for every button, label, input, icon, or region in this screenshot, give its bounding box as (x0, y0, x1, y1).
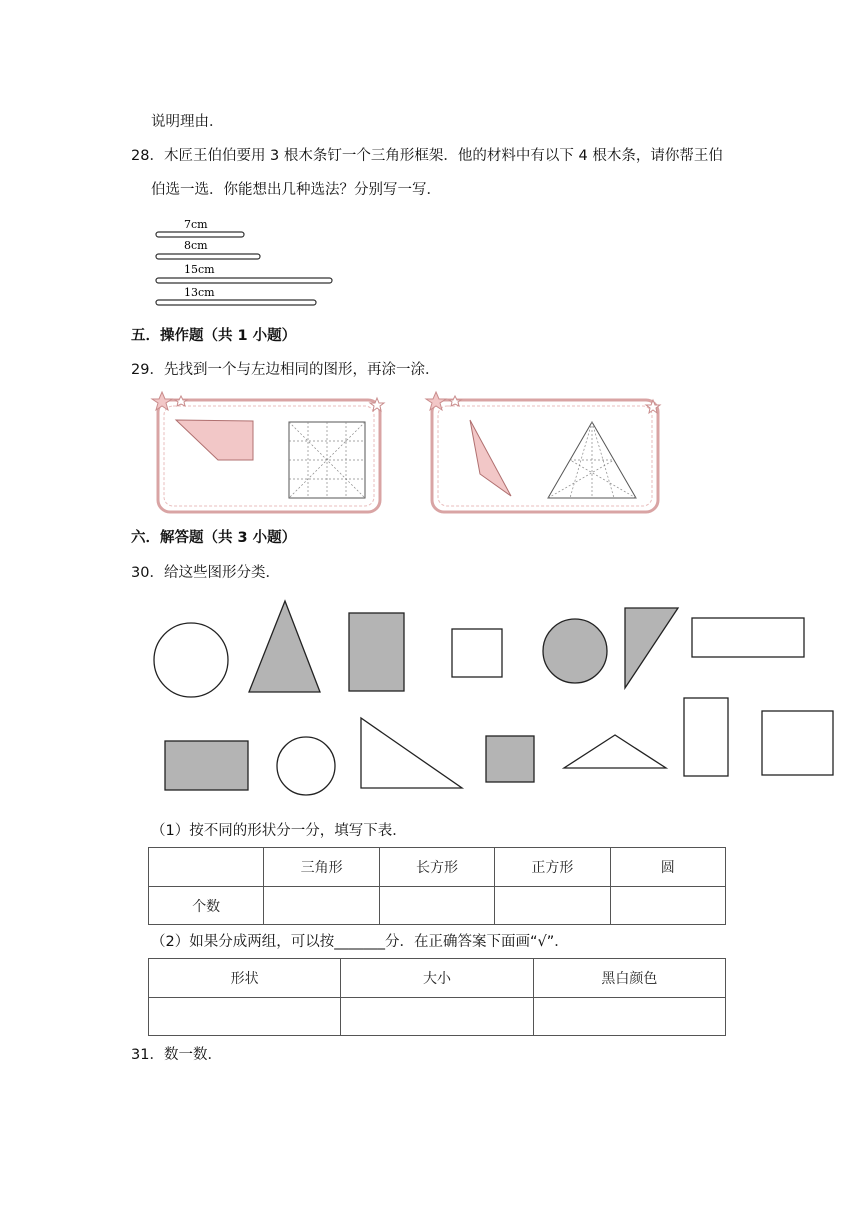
table-header-cell: 正方形 (495, 848, 610, 887)
section5-heading: 五．操作题（共 1 小题） (131, 328, 297, 344)
table-header-cell (149, 848, 264, 887)
answer-cell[interactable] (495, 887, 610, 925)
table-row (149, 959, 726, 998)
gray-rectangle-wide (165, 741, 248, 790)
white-rectangle-tall (684, 698, 728, 776)
answer-cell[interactable] (149, 998, 341, 1036)
answer-cell[interactable] (264, 887, 379, 925)
stick-label-7cm: 7cm (184, 218, 208, 231)
answer-cell[interactable] (341, 998, 533, 1036)
table-header-cell: 形状 (149, 959, 341, 998)
q30-part1-text: （1）按不同的形状分一分，填写下表． (151, 823, 407, 839)
answer-cell[interactable] (379, 887, 494, 925)
q30-text: 30．给这些图形分类． (131, 565, 280, 581)
stick-7cm (156, 218, 244, 237)
gray-square (486, 736, 534, 782)
q30-part2-text: （2）如果分成两组，可以按_______分．在正确答案下面画“√”． (151, 934, 569, 950)
table-header-cell: 长方形 (379, 848, 494, 887)
stick-13cm (156, 286, 316, 305)
stick-label-13cm: 13cm (184, 286, 215, 299)
table-header-cell: 圆 (610, 848, 725, 887)
table-row (149, 998, 726, 1036)
table-header-cell: 黑白颜色 (533, 959, 725, 998)
answer-cell[interactable] (610, 887, 725, 925)
stick-15cm (156, 263, 332, 283)
gray-circle (543, 619, 607, 683)
row-label-cell: 个数 (149, 887, 264, 925)
table-header-cell: 三角形 (264, 848, 379, 887)
white-flat-triangle (564, 735, 666, 768)
shape-count-table (148, 847, 726, 925)
shapes-figure (140, 592, 840, 807)
table-row (149, 887, 726, 925)
gray-right-triangle (625, 608, 678, 688)
q28-line1: 28．木匠王伯伯要用 3 根木条钉一个三角形框架．他的材料中有以下 4 根木条，请你帮王伯 (131, 148, 723, 164)
white-square-large (762, 711, 833, 775)
section6-heading: 六．解答题（共 3 小题） (131, 530, 297, 546)
reason-text: 说明理由． (151, 114, 224, 130)
stick-8cm (156, 239, 260, 259)
white-circle-small (277, 737, 335, 795)
table-row (149, 848, 726, 887)
q28-line2: 伯选一选．你能想出几种选法？分别写一写． (151, 182, 441, 198)
q29-text: 29．先找到一个与左边相同的图形，再涂一涂． (131, 362, 440, 378)
gray-rectangle-tall (349, 613, 404, 691)
left-frame (152, 392, 384, 512)
answer-cell[interactable] (533, 998, 725, 1036)
stick-label-15cm: 15cm (184, 263, 215, 276)
white-right-triangle (361, 718, 462, 788)
dashed-square-grid (289, 422, 365, 498)
white-rectangle-wide (692, 618, 804, 657)
q31-text: 31．数一数． (131, 1047, 222, 1063)
gray-triangle-tall (249, 601, 320, 692)
white-square-small (452, 629, 502, 677)
q29-figure (148, 388, 668, 518)
stick-label-8cm: 8cm (184, 239, 208, 252)
grouping-table (148, 958, 726, 1036)
sticks-figure (150, 212, 340, 312)
white-circle-large (154, 623, 228, 697)
table-header-cell: 大小 (341, 959, 533, 998)
right-frame (426, 392, 660, 512)
